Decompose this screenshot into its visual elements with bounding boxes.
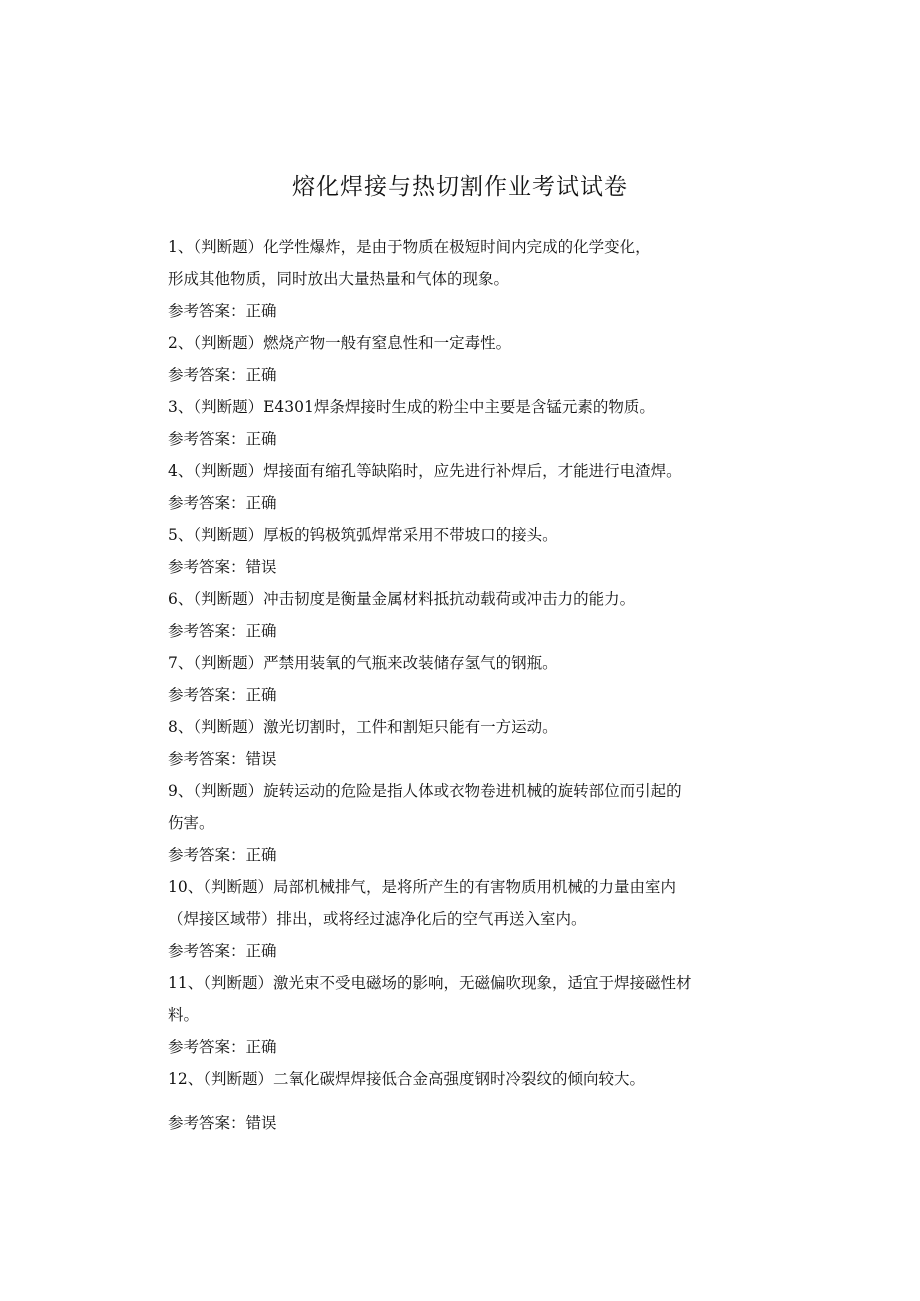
answer-1: 参考答案：正确	[168, 302, 277, 320]
question-11-line-1: 11、（判断题）激光束不受电磁场的影响，无磁偏吹现象，适宜于焊接磁性材	[168, 974, 692, 992]
answer-2: 参考答案：正确	[168, 366, 277, 384]
answer-11: 参考答案：正确	[168, 1038, 277, 1056]
question-10-line-1: 10、（判断题）局部机械排气，是将所产生的有害物质用机械的力量由室内	[168, 878, 676, 896]
question-list	[168, 231, 758, 1139]
question-2-line-1: 2、（判断题）燃烧产物一般有窒息性和一定毒性。	[168, 334, 512, 352]
question-9-line-2: 伤害。	[168, 814, 215, 832]
answer-7: 参考答案：正确	[168, 686, 277, 704]
answer-10: 参考答案：正确	[168, 942, 277, 960]
question-4-line-1: 4、（判断题）焊接面有缩孔等缺陷时，应先进行补焊后，才能进行电渣焊。	[168, 462, 682, 480]
question-1-line-2: 形成其他物质，同时放出大量热量和气体的现象。	[168, 270, 510, 288]
question-7-line-1: 7、（判断题）严禁用装氧的气瓶来改装储存氢气的钢瓶。	[168, 654, 558, 672]
question-10-line-2: （焊接区域带）排出，或将经过滤净化后的空气再送入室内。	[168, 910, 587, 928]
answer-8: 参考答案：错误	[168, 750, 277, 768]
question-8-line-1: 8、（判断题）激光切割时，工件和割矩只能有一方运动。	[168, 718, 558, 736]
page-title: 熔化焊接与热切割作业考试试卷	[292, 174, 628, 200]
question-5-line-1: 5、（判断题）厚板的钨极筑弧焊常采用不带坡口的接头。	[168, 526, 558, 544]
answer-5: 参考答案：错误	[168, 558, 277, 576]
question-11-line-2: 料。	[168, 1006, 200, 1024]
answer-12: 参考答案：错误	[168, 1114, 277, 1132]
answer-9: 参考答案：正确	[168, 846, 277, 864]
question-1-line-1: 1、（判断题）化学性爆炸，是由于物质在极短时间内完成的化学变化，	[168, 238, 651, 256]
answer-6: 参考答案：正确	[168, 622, 277, 640]
question-3-line-1: 3、（判断题）E4301焊条焊接时生成的粉尘中主要是含锰元素的物质。	[168, 398, 655, 416]
question-6-line-1: 6、（判断题）冲击韧度是衡量金属材料抵抗动载荷或冲击力的能力。	[168, 590, 636, 608]
answer-3: 参考答案：正确	[168, 430, 277, 448]
question-9-line-1: 9、（判断题）旋转运动的危险是指人体或衣物卷进机械的旋转部位而引起的	[168, 782, 682, 800]
answer-4: 参考答案：正确	[168, 494, 277, 512]
question-12-line-1: 12、（判断题）二氧化碳焊焊接低合金高强度钢时冷裂纹的倾向较大。	[168, 1070, 645, 1088]
